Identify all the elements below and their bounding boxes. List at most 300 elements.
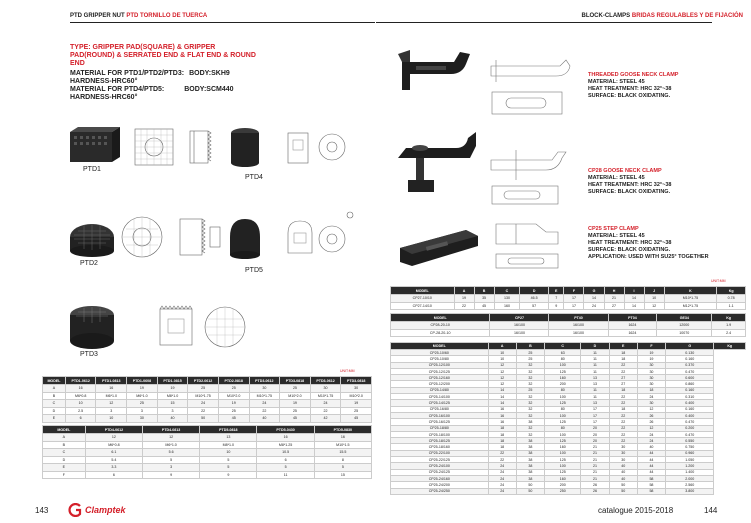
table-cell: 12 (143, 434, 200, 442)
table-cell: 12 (637, 425, 665, 431)
table-cell: 25 (341, 407, 372, 415)
table-header-cell: PTD3-0612 (249, 377, 280, 385)
table-cell: 57 (520, 302, 549, 310)
table-cell: 80 (545, 425, 581, 431)
table-cell: 24 (310, 400, 341, 408)
table-cell: 5 (257, 464, 314, 472)
table-cell: 12 (644, 302, 664, 310)
table-cell: 100 (545, 412, 581, 418)
table-cell: 21 (581, 444, 609, 450)
table-cell: 14 (584, 295, 604, 303)
table-cell: CP25-24/160 (391, 475, 489, 481)
table-cell: 5 (200, 456, 257, 464)
table-row (43, 434, 372, 442)
table-cell: 11 (581, 362, 609, 368)
table-cell: 18 (609, 356, 637, 362)
ptd5-label: PTD5 (245, 267, 263, 274)
table-cell: 24 (488, 469, 516, 475)
table-header-cell: MODEL (391, 314, 490, 322)
table-cell: CP27-14/10 (391, 302, 455, 310)
table-cell: 10 (644, 295, 664, 303)
table-header-cell: B (474, 287, 494, 295)
table-cell: 10 (200, 449, 257, 457)
table-cell: 22 (609, 412, 637, 418)
table-cell: 6 (257, 456, 314, 464)
table-cell: M6*1.0 (127, 392, 158, 400)
table-header-cell: CP27 (490, 314, 549, 322)
table-cell: 13 (200, 434, 257, 442)
table-cell: 3 (157, 407, 188, 415)
table-cell: CP25-24/250 (391, 488, 489, 494)
table-header-cell: MODEL (43, 377, 66, 385)
table-cell: 19 (637, 350, 665, 356)
table-cell: 32 (516, 406, 544, 412)
table-cell: 16 (488, 419, 516, 425)
table-cell: 22 (249, 407, 280, 415)
table-cell: 24 (488, 482, 516, 488)
table-cell: 1.9 (712, 322, 746, 330)
table-header-cell: PTD4-0612 (85, 426, 142, 434)
table-cell: 17 (581, 406, 609, 412)
clamptek-logo (68, 503, 126, 517)
cp27-table (390, 286, 746, 310)
table-cell: 58 (637, 488, 665, 494)
table-cell: 22 (609, 419, 637, 425)
table-cell: 16 (257, 434, 314, 442)
table-cell: 0.470 (666, 431, 714, 437)
table-cell: M6*1.0 (96, 392, 127, 400)
ptd3-drawing-top (205, 307, 245, 347)
table-cell: 9 (200, 471, 257, 479)
ptd2-drawing-side (180, 219, 205, 255)
table-cell: 12 (488, 368, 516, 374)
table-cell: 1.200 (666, 463, 714, 469)
table-cell: 125 (545, 457, 581, 463)
table-header-row (43, 426, 372, 434)
table-header-cell: Kg (717, 287, 746, 295)
left-page (0, 0, 375, 523)
table-cell: 44 (637, 469, 665, 475)
threaded-goose-neck-drawing-side (491, 60, 570, 82)
table-cell: CP28-20-10 (391, 322, 490, 330)
cp28-drawing-top (492, 186, 558, 204)
table-cell: 100 (545, 431, 581, 437)
table-cell: 5 (200, 464, 257, 472)
table-header-row (391, 343, 746, 350)
table-cell: CP25-12/160 (391, 375, 489, 381)
table-cell: 250 (545, 488, 581, 494)
table-row (391, 302, 746, 310)
table-header-cell: PTD1-0813 (96, 377, 127, 385)
table-header-cell: PTD5-0430 (257, 426, 314, 434)
table-cell: 12 (488, 362, 516, 368)
table-header-cell: PTD3-0818 (341, 377, 372, 385)
table-header-cell: PTD2-0612 (188, 377, 219, 385)
table-cell: 19 (341, 400, 372, 408)
table-cell: 15.5 (314, 449, 371, 457)
table-cell: 200 (545, 482, 581, 488)
table-cell: 44 (637, 463, 665, 469)
table-cell: 12 (637, 406, 665, 412)
table-cell: B (43, 441, 86, 449)
table-cell: 50 (609, 488, 637, 494)
table-cell: CP25-18/100 (391, 431, 489, 437)
table-cell: 38 (516, 457, 544, 463)
table-cell: M6*0.8 (65, 392, 96, 400)
table-header-cell: MODEL (391, 343, 489, 350)
table-cell: 5.6 (143, 449, 200, 457)
ptd2-label: PTD2 (80, 260, 98, 267)
table-cell: 1.400 (666, 469, 714, 475)
table-header-cell: PTD5-0818 (200, 426, 257, 434)
cp28-drawing-side (491, 150, 566, 180)
table-cell: 45 (280, 415, 311, 423)
material1-label: MATERIAL FOR PTD1/PTD2/PTD3: (70, 70, 185, 77)
table-cell: M8*1.0 (200, 441, 257, 449)
cp1-surface: SURFACE: BLACK OXIDATING. (588, 93, 671, 99)
cp2-heat: HEAT TREATMENT: HRC 32°~38 (588, 182, 672, 188)
hardness2: HARDNESS-HRC60° (70, 94, 138, 101)
table-cell: 22 (609, 368, 637, 374)
right-header-black: BLOCK-CLAMPS (581, 13, 631, 19)
table-cell: 58 (637, 475, 665, 481)
clamptek-logo-icon (68, 503, 82, 517)
table-cell: 100 (545, 463, 581, 469)
table-cell: CP25-10/60 (391, 350, 489, 356)
table-header-cell: F (637, 343, 665, 350)
table-cell: 2.000 (666, 475, 714, 481)
table-cell: CP25-24/100 (391, 463, 489, 469)
table-cell: 13 (581, 375, 609, 381)
ptd4-photo (231, 128, 259, 167)
table-cell: 25 (188, 385, 219, 393)
ptd4-label: PTD4 (245, 174, 263, 181)
type-line: TYPE: GRIPPER PAD(SQUARE) & GRIPPER PAD(ROUND) & SERRATED END & FLAT END & ROUND END (70, 44, 256, 67)
table-cell: 0.400 (666, 412, 714, 418)
table-header-cell: PTD3-0818 (280, 377, 311, 385)
table-cell: 24 (637, 438, 665, 444)
table-cell: 6 (85, 471, 142, 479)
cp1-title: THREADED GOOSE NECK CLAMP (588, 72, 679, 78)
table-cell: 16/100 (490, 322, 549, 330)
table-cell: 18 (488, 444, 516, 450)
table-cell: 30 (637, 375, 665, 381)
table-cell: 1.050 (666, 457, 714, 463)
table-cell: 5 (143, 456, 200, 464)
table-cell: 40 (609, 475, 637, 481)
table-cell: CP25-12/200 (391, 381, 489, 387)
ptd4-drawing-side (288, 133, 308, 163)
table-cell: 0.400 (666, 400, 714, 406)
ptd2-photo (70, 224, 114, 257)
table-cell: 80 (545, 406, 581, 412)
table-cell: B (43, 392, 66, 400)
table-cell: 3 (127, 407, 158, 415)
table-cell: 10.5 (257, 449, 314, 457)
right-page (376, 0, 751, 523)
table-cell: 22 (488, 457, 516, 463)
table-header-cell: Kg (714, 343, 746, 350)
table-header-cell: J (644, 287, 664, 295)
table-cell: 14 (488, 400, 516, 406)
table-cell: 14 (624, 295, 644, 303)
table-cell: 22 (188, 407, 219, 415)
table-row (43, 471, 372, 479)
table-cell: 18 (488, 425, 516, 431)
table-cell: 0.750 (666, 444, 714, 450)
table-cell: 40 (609, 469, 637, 475)
table-cell: M10*2.0 (218, 392, 249, 400)
table-cell: 30 (127, 415, 158, 423)
cp3-title: CP25 STEP CLAMP (588, 226, 639, 232)
table-cell: 63 (545, 350, 581, 356)
table-cell: 160 (545, 444, 581, 450)
cp3-heat: HEAT TREATMENT: HRC 32°~38 (588, 240, 672, 246)
table-cell: 0.160 (666, 356, 714, 362)
table-cell: 21 (581, 457, 609, 463)
table-cell: 11 (581, 356, 609, 362)
table-cell: 160 (494, 302, 520, 310)
table-header-cell: G (584, 287, 604, 295)
table-cell: 25 (516, 387, 544, 393)
table-cell: 38 (516, 475, 544, 481)
table-cell: 22 (609, 438, 637, 444)
table-cell: 80 (545, 387, 581, 393)
table-cell: 26 (581, 482, 609, 488)
table-cell: 16 (65, 385, 96, 393)
table-cell: D (43, 456, 86, 464)
table-row (43, 449, 372, 457)
table-header-row (391, 287, 746, 295)
table-cell: 0.78 (717, 295, 746, 303)
right-header-red: BRIDAS REGULABLES Y DE FIJACIÓN (631, 13, 743, 19)
table-cell: 16 (488, 412, 516, 418)
table-cell: 24 (249, 400, 280, 408)
table-cell: 0.160 (666, 406, 714, 412)
right-page-number: 144 (704, 506, 718, 515)
table-cell: CP27-10/10 (391, 295, 455, 303)
table-cell: CP25-16/80 (391, 406, 489, 412)
table-cell: 11 (581, 387, 609, 393)
table-cell: 25 (516, 350, 544, 356)
table-cell: 50 (516, 488, 544, 494)
ptd5-drawing-top (319, 226, 345, 252)
table-cell: 0.370 (666, 362, 714, 368)
table-cell: 0.600 (666, 375, 714, 381)
ptd1-drawing-top (135, 129, 173, 165)
table-cell: CP25-14/125 (391, 400, 489, 406)
table-cell: 0.550 (666, 438, 714, 444)
table-cell: 5 (314, 464, 371, 472)
table-cell: 6 (65, 415, 96, 423)
table-cell: 19 (454, 295, 474, 303)
table-cell: 15 (314, 471, 371, 479)
left-unit-tag: UNIT:MM (340, 369, 355, 373)
table-header-cell: MODEL (43, 426, 86, 434)
material2-label: MATERIAL FOR PTD4/PTD5: (70, 86, 165, 93)
table-cell: 46.5 (520, 295, 549, 303)
cp2-material: MATERIAL: STEEL 45 (588, 175, 645, 181)
table-cell: 44 (637, 450, 665, 456)
table-cell: 50 (188, 415, 219, 423)
table-cell: 18 (637, 387, 665, 393)
table-cell: 0.470 (666, 368, 714, 374)
table-cell: CP25-16/100 (391, 412, 489, 418)
ptd1-drawing-side (190, 131, 211, 163)
table-cell: CP25-16/125 (391, 419, 489, 425)
clamp-illustrations (396, 40, 586, 280)
table-header-cell: B (516, 343, 544, 350)
table-header-cell: PTD3-0612 (310, 377, 341, 385)
table-cell: 22 (310, 407, 341, 415)
ptd2-drawing-right (210, 227, 220, 247)
table-cell: E (43, 415, 66, 423)
table-cell: 22 (488, 450, 516, 456)
cp1-material: MATERIAL: STEEL 45 (588, 79, 645, 85)
table-cell: 40 (637, 444, 665, 450)
table-cell: 58 (637, 482, 665, 488)
table-cell: 30 (609, 457, 637, 463)
cp25-spec (588, 226, 748, 261)
material1-row (70, 70, 260, 78)
table-header-cell: GE34 (657, 314, 712, 322)
left-header-red: PTD TORNILLO DE TUERCA (126, 13, 208, 19)
table-cell: 12 (488, 375, 516, 381)
table-cell: 2.5 (65, 407, 96, 415)
table-cell: CP25-18/80 (391, 425, 489, 431)
table-cell: 32 (516, 412, 544, 418)
table-cell: 42 (310, 415, 341, 423)
table-cell: CP25-14/100 (391, 394, 489, 400)
table-cell: 13 (581, 381, 609, 387)
table-cell: 8 (314, 456, 371, 464)
table-cell: A (43, 385, 66, 393)
table-cell: 19 (218, 400, 249, 408)
table-cell: CP25-22/100 (391, 450, 489, 456)
table-cell: M6*1.0 (143, 441, 200, 449)
table-cell: 50 (516, 482, 544, 488)
table-cell: A (43, 434, 86, 442)
table-header-cell: Kg (712, 314, 746, 322)
table-cell: 2.4 (712, 329, 746, 337)
table-header-row (43, 377, 372, 385)
table-cell: M10*2.0 (280, 392, 311, 400)
table-cell: 7 (548, 295, 563, 303)
table-header-cell: I (624, 287, 644, 295)
table-cell: 16/100 (490, 329, 549, 337)
table-row (43, 441, 372, 449)
table-cell: 12 (488, 381, 516, 387)
table-cell: 22 (609, 394, 637, 400)
cp25-step-clamp-photo (400, 230, 478, 266)
table-cell: 0.860 (666, 381, 714, 387)
ptd123-table (42, 376, 372, 423)
table-cell: 9 (548, 302, 563, 310)
threaded-goose-neck-spec (588, 72, 738, 100)
table-cell: CP25-14/80 (391, 387, 489, 393)
table-cell: 24 (488, 463, 516, 469)
right-unit-tag: UNIT:MM (711, 279, 726, 283)
material2-value: BODY:SCM440 (184, 86, 234, 93)
clamptek-logo-text: Clamptek (85, 505, 126, 515)
table-cell: 19 (637, 356, 665, 362)
table-cell: M8*1.0 (157, 392, 188, 400)
table-cell: 32 (516, 400, 544, 406)
table-cell: F (43, 471, 86, 479)
ptd5-drawing-side (288, 221, 312, 253)
table-cell: 32 (516, 431, 544, 437)
table-header-cell: G (666, 343, 714, 350)
table-cell: 20 (581, 431, 609, 437)
table-cell: 24 (637, 394, 665, 400)
table-cell: 32 (516, 425, 544, 431)
table-cell: 38 (516, 469, 544, 475)
ptd3-photo (70, 306, 114, 349)
table-cell: 25 (218, 407, 249, 415)
table-cell: 16/100 (549, 329, 608, 337)
table-cell: CP25-18/160 (391, 444, 489, 450)
table-cell: 80 (545, 356, 581, 362)
table-cell: M8*1.25 (257, 441, 314, 449)
material2-row (70, 86, 260, 94)
ptd1-label: PTD1 (83, 166, 101, 173)
table-cell: M10*1.75 (249, 392, 280, 400)
table-cell: 1624 (608, 322, 657, 330)
table-header-cell: PTD4-0813 (143, 426, 200, 434)
table-cell: 100 (545, 362, 581, 368)
table-cell: CP25-12/125 (391, 368, 489, 374)
table-cell: 25 (280, 385, 311, 393)
table-cell: 16 (96, 385, 127, 393)
table-cell: 26 (637, 419, 665, 425)
table-cell: CP25-24/125 (391, 469, 489, 475)
table-cell: 17 (581, 412, 609, 418)
cp28-spec (588, 168, 738, 196)
table-header-cell: D (581, 343, 609, 350)
table-cell: 19 (157, 385, 188, 393)
table-header-cell: A (454, 287, 474, 295)
table-cell: CP25-22/125 (391, 457, 489, 463)
table-cell: 14 (624, 302, 644, 310)
table-cell: 10 (488, 350, 516, 356)
table-cell: 26 (637, 412, 665, 418)
table-header-cell: PTD1-0612 (65, 377, 96, 385)
table-cell: D (43, 407, 66, 415)
table-cell: 3.3 (85, 464, 142, 472)
table-cell: 20 (581, 425, 609, 431)
table-cell: CP25-10/80 (391, 356, 489, 362)
table-cell: 20 (581, 438, 609, 444)
table-cell: 27 (609, 375, 637, 381)
table-cell: 30 (249, 385, 280, 393)
table-cell: 22 (609, 431, 637, 437)
table-cell: 11 (257, 471, 314, 479)
table-cell: 21 (581, 450, 609, 456)
table-cell: 12 (96, 400, 127, 408)
ptd45-table (42, 425, 372, 479)
table-cell: 0.130 (666, 350, 714, 356)
table-cell: 22 (609, 362, 637, 368)
table-row (43, 464, 372, 472)
table-cell: 10 (488, 356, 516, 362)
table-header-cell: PTD5-0830 (314, 426, 371, 434)
table-row (43, 392, 372, 400)
table-cell: 38 (516, 419, 544, 425)
table-cell: 30 (637, 368, 665, 374)
table-header-cell: D (520, 287, 549, 295)
table-header-cell: PT40 (549, 314, 608, 322)
table-cell: 45 (341, 415, 372, 423)
